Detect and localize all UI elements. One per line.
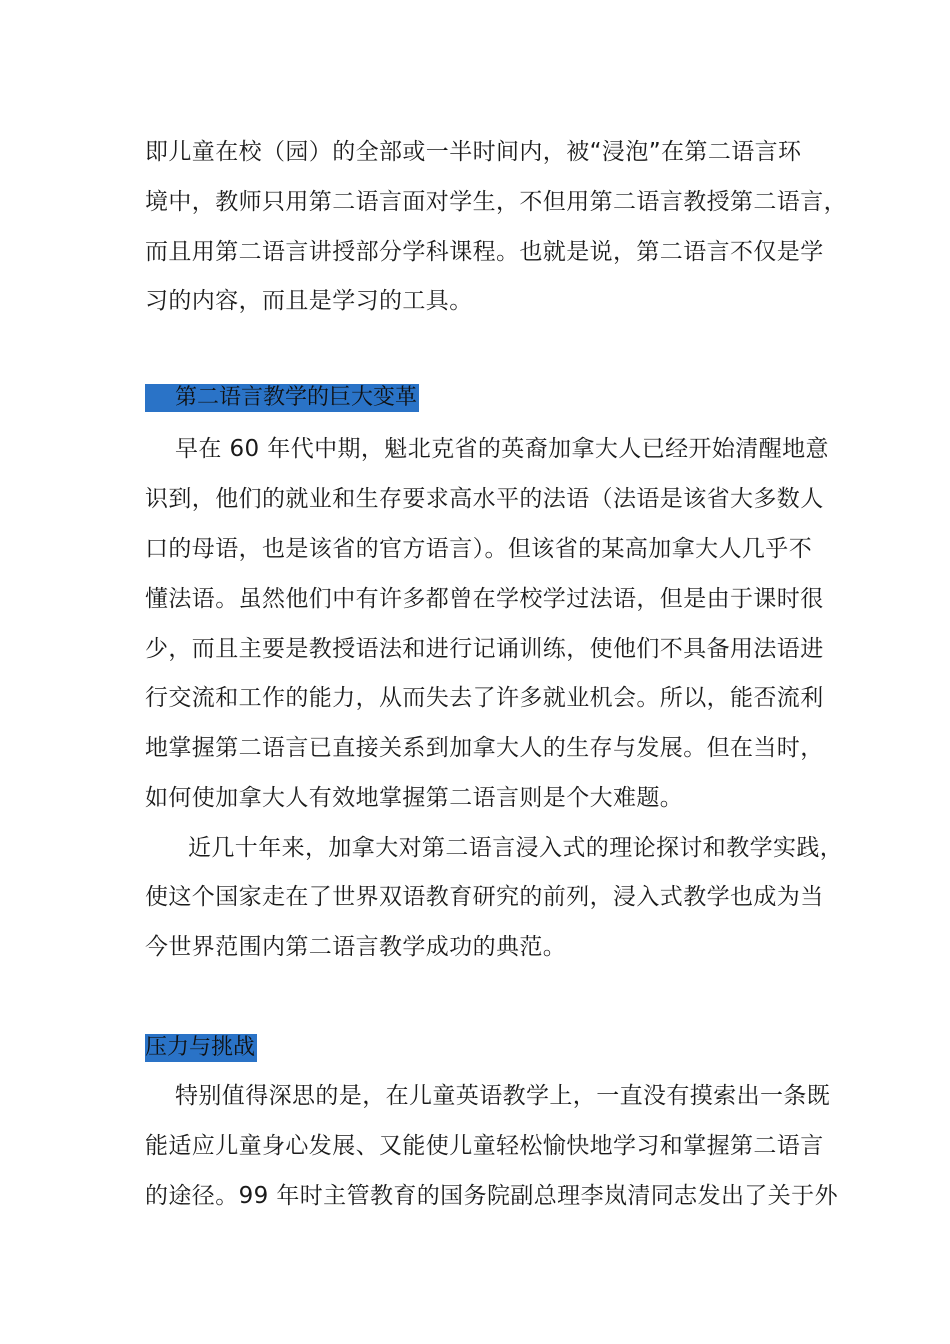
text-line: 早在 60 年代中期，魁北克省的英裔加拿大人已经开始清醒地意 <box>175 436 829 462</box>
text-line: 口的母语，也是该省的官方语言）。但该省的某高加拿大人几乎不 <box>145 536 813 562</box>
text-line: 能适应儿童身心发展、又能使儿童轻松愉快地学习和掌握第二语言 <box>145 1133 824 1159</box>
text-line: 地掌握第二语言已直接关系到加拿大人的生存与发展。但在当时， <box>145 735 824 761</box>
section-heading: 第二语言教学的巨大变革 <box>145 384 419 412</box>
text-line: 识到，他们的就业和生存要求高水平的法语（法语是该省大多数人 <box>145 486 824 512</box>
text-line: 行交流和工作的能力，从而失去了许多就业机会。所以，能否流利 <box>145 685 824 711</box>
text-line: 习的内容，而且是学习的工具。 <box>145 288 473 314</box>
text-line: 如何使加拿大人有效地掌握第二语言则是个大难题。 <box>145 785 684 811</box>
text-line: 懂法语。虽然他们中有许多都曾在学校学过法语，但是由于课时很 <box>145 586 824 612</box>
text-line: 即儿童在校（园）的全部或一半时间内，被“浸泡”在第二语言环 <box>145 139 802 165</box>
text-line: 今世界范围内第二语言教学成功的典范。 <box>145 934 567 960</box>
text-line: 而且用第二语言讲授部分学科课程。也就是说，第二语言不仅是学 <box>145 239 824 265</box>
text-line: 的途径。99 年时主管教育的国务院副总理李岚清同志发出了关于外 <box>145 1183 838 1209</box>
section-heading: 压力与挑战 <box>145 1035 256 1060</box>
text-line: 近几十年来，加拿大对第二语言浸入式的理论探讨和教学实践， <box>188 835 844 861</box>
text-line: 少，而且主要是教授语法和进行记诵训练，使他们不具备用法语进 <box>145 636 824 662</box>
text-line: 使这个国家走在了世界双语教育研究的前列，浸入式教学也成为当 <box>145 884 824 910</box>
text-line: 特别值得深思的是，在儿童英语教学上，一直没有摸索出一条既 <box>175 1083 831 1109</box>
text-line: 境中，教师只用第二语言面对学生，不但用第二语言教授第二语言， <box>145 189 847 215</box>
